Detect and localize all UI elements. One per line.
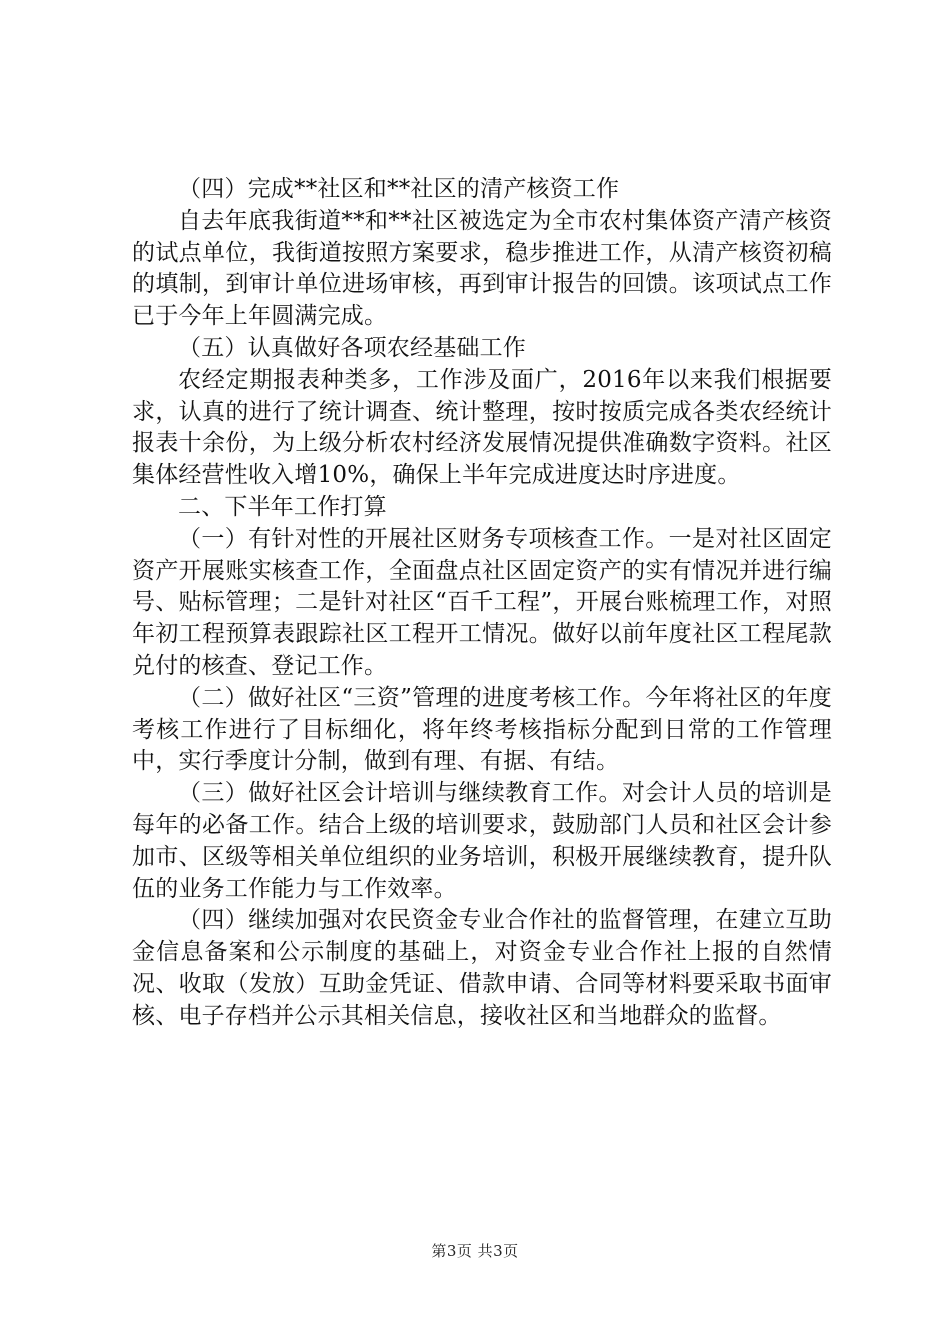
section-heading-second-half-plan: 二、下半年工作打算 [178, 493, 387, 520]
paragraph-plan-1-finance-audit: （一）有针对性的开展社区财务专项核查工作。一是对社区固定资产开展账实核查工作，全面盘点社区固定资产的实有情况并进行编号、贴标管理；二是针对社区“百千工程”，开展台账梳理工作，对照年初工程预算表跟踪社区工程开工情况。做好以前年度社区工程尾款兑付的核查、登记工作。 [132, 525, 832, 679]
paragraph-plan-3-accountant-training: （三）做好社区会计培训与继续教育工作。对会计人员的培训是每年的必备工作。结合上级的培训要求，鼓励部门人员和社区会计参加市、区级等相关单位组织的业务培训，积极开展继续教育，提升队伍的业务工作能力与工作效率。 [132, 780, 832, 902]
section-heading-5-agri-economy-basics: （五）认真做好各项农经基础工作 [178, 334, 526, 361]
paragraph-asset-check-pilot: 自去年底我街道**和**社区被选定为全市农村集体资产清产核资的试点单位，我街道按照方案要求，稳步推进工作，从清产核资初稿的填制，到审计单位进场审核，再到审计报告的回馈。该项试点工作已于今年上年圆满完成。 [132, 207, 832, 330]
document-body [132, 174, 832, 1033]
paragraph-plan-4-cooperative-supervision: （四）继续加强对农民资金专业合作社的监督管理，在建立互助金信息备案和公示制度的基础上，对资金专业合作社上报的自然情况、收取（发放）互助金凭证、借款申请、合同等材料要采取书面审核、电子存档并公示其相关信息，接收社区和当地群众的监督。 [132, 907, 832, 1029]
paragraph-agri-reports: 农经定期报表种类多，工作涉及面广，2016年以来我们根据要求，认真的进行了统计调查、统计整理，按时按质完成各类农经统计报表十余份，为上级分析农村经济发展情况提供准确数字资料。社区集体经营性收入增10%，确保上半年完成进度达时序进度。 [132, 366, 832, 489]
section-heading-4-complete-asset-check: （四）完成**社区和**社区的清产核资工作 [178, 176, 620, 202]
paragraph-plan-2-three-assets: （二）做好社区“三资”管理的进度考核工作。今年将社区的年度考核工作进行了目标细化，将年终考核指标分配到日常的工作管理中，实行季度计分制，做到有理、有据、有结。 [132, 684, 832, 775]
page-number-footer: 第3页 共3页 [431, 1242, 519, 1260]
